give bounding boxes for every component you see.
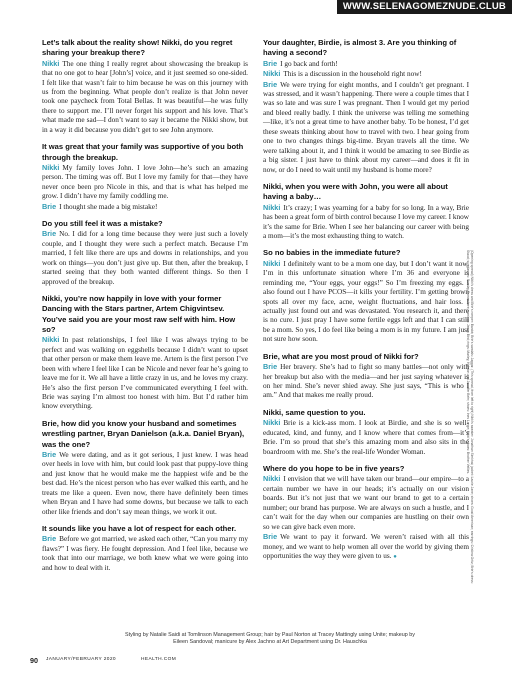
question: Nikki, you’re now happily in love with your former Dancing with the Stars partner, Artem Chigvintsev. You’ve said you are your most raw self with him. How so? <box>42 294 236 334</box>
question: Let’s talk about the reality show! Nikki, do you regret sharing your breakup there? <box>42 38 233 58</box>
answer <box>42 229 248 287</box>
answer-text: Before we got married, we asked each other, “Can you marry my flaws?” I was fiery. He fought depression. And I feel like, because we took that into our marriage, we both knew what we were going into and how to deal with it. <box>42 535 248 572</box>
page-number: 90 <box>30 656 38 665</box>
speaker-name: Nikki <box>263 474 281 484</box>
answer <box>42 335 248 412</box>
answer <box>42 534 248 573</box>
site-url: HEALTH.COM <box>141 657 177 662</box>
answer-text: I definitely want to be a mom one day, but I don’t want it now. I’m in this unfortunate situation where I’m 36 and everyone is reminding me, “Your eggs, your eggs!” So I’m freezing my eggs. I also found out I have PCOS—it kills your fertility. I’m getting brown spots all over my face, acne, weight fluctuations, and hair loss. I actually just found out and was devastated. You research it, and there is no cure. I just pray I have some fertile eggs left and that I can still be a mom. So yes, I do feel like being a mom is in my future. I am just not sure how soon. <box>263 259 469 344</box>
answer <box>263 59 469 69</box>
answer-text: I envision that we will have taken our brand—our empire—to a certain number we have in our heads; it’s actually on our vision boards. But it’s not just that we want our brand to get to a certain number; our brand has purpose. We are always on such a hustle, and I can’t wait for the day when our companies are hustling on their own so we can give back even more. <box>263 475 469 531</box>
answer <box>263 474 469 532</box>
question: Nikki, same question to you. <box>263 407 366 417</box>
answer-text: This is a discussion in the household right now! <box>283 70 422 79</box>
answer-text: We were trying for eight months, and I couldn’t get pregnant. I was stressed, and it wasn’t happening. There were a couple times that I was so late and was sure I was pregnant. Then I would get my period and bleed really badly. I think the universe was telling me something—like, it’s not a great time to have another baby. To be honest, I’d get these sweats thinking about how to travel with two. I hear going from one to two changes things big-time. Bryan travels all the time. We were talking about it, and I think it would be amazing to see Birdie as a big sister. I just have to think about my career—and does it fit in now, or do I need to wait until my husband is home more? <box>263 80 469 174</box>
answer-text: Brie is a kick-ass mom. I look at Birdie, and she is so well-educated, kind, and funny, and I know where that comes from—it’s Brie. I’m so proud that she’s this amazing mom and also sits in the boardroom with me. She’s the real-life Wonder Woman. <box>263 419 469 456</box>
question: Where do you hope to be in five years? <box>263 464 405 474</box>
question: Brie, what are you most proud of Nikki for? <box>263 351 419 361</box>
answer <box>263 532 469 562</box>
answer <box>263 362 469 401</box>
speaker-name: Brie <box>263 58 278 68</box>
left-column <box>42 38 248 580</box>
answer-text: No. I did for a long time because they were just such a lovely couple, and I thought they were such a perfect match. Because I’m married, I felt like there are ups and downs in relationships, and you work on things—you don’t just give up. But then, after the breakup, I started seeing that they both wanted different things. So then I approved of the breakup. <box>42 230 248 286</box>
watermark: WWW.SELENAGOMEZNUDE.CLUB <box>337 0 512 14</box>
question: It sounds like you have a lot of respect for each other. <box>42 523 237 533</box>
speaker-name: Brie <box>42 229 57 239</box>
end-mark-icon: ● <box>393 553 397 560</box>
answer <box>42 450 248 517</box>
answer-text: My family loves John. I love John—he’s such an amazing person. The timing was off. But I love my family for that—they have never once been pro Nicole in this, and that is what has helped me grow. I didn’t have my family coddling me. <box>42 163 248 201</box>
question: Do you still feel it was a mistake? <box>42 219 163 229</box>
answer-text: It’s crazy; I was yearning for a baby for so long. In a way, Brie has been a great form of birth control because I love my career. I know it’s the same for Brie. When I see her balancing our career with being a mom—it’s the most exhausting thing to watch. <box>263 203 469 240</box>
answer <box>263 418 469 457</box>
speaker-name: Nikki <box>263 69 281 79</box>
answer-text: Her bravery. She’s had to fight so many battles—not only with her breakup but also with the media—and her just saying whatever is on her mind. She’s never shied away. She just says, “This is who I am.” And that makes me really proud. <box>263 363 469 400</box>
answer <box>42 202 248 212</box>
answer <box>263 203 469 242</box>
styling-credit: Styling by Natalie Saidi at Tomlinson Management Group; hair by Paul Norton at Tracey Mattingly using Unite; makeup by Eileen Sandoval; manicure by Alex Jachno at Art Department using Dr. Hauschka <box>125 632 415 645</box>
speaker-name: Nikki <box>263 258 281 268</box>
right-column <box>263 38 469 569</box>
question: Your daughter, Birdie, is almost 3. Are you thinking of having a second? <box>263 38 457 58</box>
answer-text: I go back and forth! <box>280 59 338 68</box>
speaker-name: Brie <box>42 534 57 544</box>
speaker-name: Brie <box>42 449 57 459</box>
answer <box>263 69 469 79</box>
answer-text: The one thing I really regret about showcasing the breakup is that no one got to hear [John’s] voice, and it just seemed so one-sided. I felt like that wasn’t fair to him because he was on this journey with us from the beginning. What people don’t realize is that John never took one paycheck from Total Bellas. It was beautiful—he was fully there to support me. I’ll never forget his support and his love. That’s what made me sad—I don’t want to say it became the Nikki show, but in a way it did because you didn’t get to see John anymore. <box>42 59 248 134</box>
speaker-name: Brie <box>263 532 278 542</box>
speaker-name: Brie <box>42 201 57 211</box>
answer <box>263 259 469 345</box>
speaker-name: Nikki <box>263 418 281 428</box>
answer-text: In past relationships, I feel like I was always trying to be perfect and was walking on eggshells because I didn’t want to upset that other person or make them leave me. Artem is the first person I’ve been with where I feel like I can be Nicole and never fear he’s going to leave me for it. We all have a little crazy in us, and he loves my crazy. He’s also the first person I’ve communicated everything I feel with. Brie was saying I’m almost too honest with him. But I’d rather him know everything. <box>42 336 248 411</box>
page-footer <box>30 656 470 666</box>
question: Nikki, when you were with John, you were all about having a baby… <box>263 182 448 202</box>
speaker-name: Nikki <box>42 335 60 345</box>
speaker-name: Brie <box>263 79 278 89</box>
question: So no babies in the immediate future? <box>263 248 401 258</box>
answer-text: We want to pay it forward. We weren’t raised with all this money, and we want to help women all over the world by giving them opportunities the way they were given to us. <box>263 533 469 560</box>
speaker-name: Brie <box>263 362 278 372</box>
issue-date: JANUARY/FEBRUARY 2020 <box>46 657 116 662</box>
answer-text: We were dating, and as it got serious, I just knew. I was head over heels in love with him, but could look past that puppy-love thing and just know that he would make me the happiest wife and be the best dad. He’s the nicest person who has ever walked this earth, and he treats me like a queen. Even now, there have definitely been times when Bryan and I have had some downs, but because we talk to each other like friends and don’t say mean things, we work it out. <box>42 450 248 516</box>
speaker-name: Nikki <box>42 58 60 68</box>
speaker-name: Nikki <box>263 202 281 212</box>
answer-text: I thought she made a big mistake! <box>59 202 158 211</box>
fashion-credit: (Opening spread) Nikki’s dress and Brie’s romper: Bardot; Brie’s sandals: Jaggar. (This spread, from left to right) Nikki’s sweater: Jonathan Simkhai; jacket: Laurie Jane; shoes: Good American; earrings: Cristina Ortiz; Brie’s dress: Staud; sunglasses: Sunday Somewhere; earrings: Jenny Bird; rings: Marley; Halston and Jennifer Behr; shoes: Ines Lange; Nikki’s shoes: Brother Vellies. <box>466 250 474 584</box>
speaker-name: Nikki <box>42 162 60 172</box>
answer <box>263 80 469 176</box>
answer <box>42 59 248 136</box>
question: Brie, how did you know your husband and sometimes wrestling partner, Bryan Danielson (a.k.a. Daniel Bryan), was the one? <box>42 418 245 449</box>
answer <box>42 163 248 202</box>
question: It was great that your family was supportive of you both through the breakup. <box>42 142 244 162</box>
